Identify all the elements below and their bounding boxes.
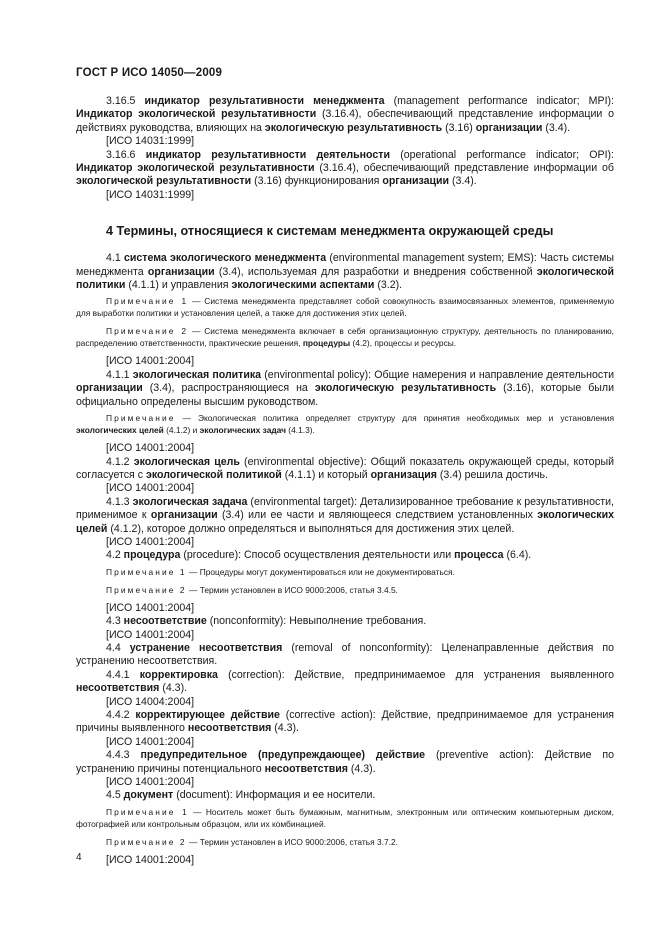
- term-definition: [76, 789, 614, 802]
- text-run: (environmental management system; EMS): Часть системы менеджмента: [76, 252, 614, 278]
- text-run: — Термин установлен в ИСО 9000:2006, статья 3.4.5.: [186, 584, 398, 595]
- text-run: (nonconformity): Невыполнение требования.: [206, 615, 427, 628]
- source-reference: [ИСО 14031:1999]: [106, 188, 195, 201]
- term-reference: организации: [147, 265, 215, 278]
- term-reference: предупредительное (предупреждающее) действие: [140, 749, 426, 762]
- text-run: (3.2).: [374, 279, 403, 292]
- note: [76, 295, 614, 319]
- note: [76, 836, 614, 848]
- text-run: (4.1.2), которое должно определяться и выполняться для достижения этих целей.: [107, 522, 515, 535]
- term-reference: экологических целей: [76, 509, 615, 535]
- term-reference: экологической политики: [76, 265, 614, 292]
- source-reference: [ИСО 14001:2004]: [106, 853, 195, 866]
- text-run: 4.4: [106, 641, 130, 654]
- term-definition: [76, 456, 614, 483]
- source-reference: [ИСО 14001:2004]: [106, 601, 195, 614]
- text-run: 4.4.1: [106, 668, 140, 681]
- text-run: 4.4.2: [106, 709, 136, 721]
- term-reference: корректирующее действие: [135, 709, 280, 721]
- term-definition: [76, 149, 614, 189]
- text-run: (environmental policy): Общие намерения и направление деятельности: [261, 368, 614, 381]
- term-reference: экологических целей: [76, 425, 164, 436]
- text-run: (4.3).: [159, 682, 188, 695]
- term-reference: экологическая задача: [132, 495, 248, 508]
- text-run: (3.4), используемая для разработки и внедрения собственной: [214, 265, 537, 278]
- term-reference: процедуры: [302, 338, 351, 349]
- source-reference: [ИСО 14031:1999]: [106, 135, 195, 148]
- text-run: (corrective action): Действие, предпринимаемое для устранения причины выявленного: [76, 709, 615, 735]
- term-definition: [76, 709, 614, 736]
- note: [76, 325, 614, 349]
- note: [76, 806, 614, 830]
- text-run: 4.3: [106, 615, 124, 628]
- text-run: — Носитель может быть бумажным, магнитным, электронным или оптическим компьютерным диском, фотографией или контрольным образцом, или их комбинацией.: [76, 806, 614, 829]
- source-reference: [ИСО 14004:2004]: [106, 695, 195, 708]
- section-3-tail: [76, 95, 614, 202]
- text-run: (4.1.3).: [285, 425, 315, 436]
- note: [76, 412, 614, 436]
- text-run: — Система менеджмента включает в себя организационную структуру, деятельность по планированию, распределению ответственности, практические решения,: [76, 326, 614, 349]
- text-run: (3.16) функционирования: [251, 175, 383, 188]
- text-run: 4.1: [106, 252, 124, 265]
- text-run: — Термин установлен в ИСО 9000:2006, статья 3.7.2.: [186, 836, 398, 847]
- note-label: Примечание 1: [106, 806, 189, 817]
- text-run: (3.16.4), обеспечивающий представление информации о действиях руководства, влияющих на: [76, 108, 614, 134]
- term-reference: организации: [382, 175, 450, 188]
- term-reference: процедура: [123, 549, 181, 562]
- term-reference: индикатор результативности менеджмента: [144, 95, 385, 107]
- page-header: ГОСТ Р ИСО 14050—2009: [76, 67, 223, 79]
- text-run: — Система менеджмента представляет собой совокупность взаимосвязанных элементов, применяемую для выработки политики и установления целей, а также для достижения этих целей.: [76, 296, 614, 319]
- term-definition: [76, 252, 614, 292]
- text-run: (3.4) решила достичь.: [436, 468, 548, 481]
- term-reference: организации: [76, 382, 143, 395]
- section-4-body: [76, 252, 614, 867]
- text-run: — Экологическая политика определяет структуру для принятия необходимых мер и установления: [175, 413, 614, 424]
- term-definition: [76, 549, 614, 562]
- text-run: 4.1.3: [106, 495, 133, 508]
- text-run: (4.1.2) и: [163, 425, 200, 436]
- text-run: 4.1.1: [106, 368, 133, 381]
- text-run: (3.16): [442, 121, 476, 134]
- term-reference: индикатор результативности деятельности: [145, 148, 390, 161]
- source-reference: [ИСО 14001:2004]: [106, 535, 195, 548]
- text-run: 4.4.3: [106, 749, 141, 762]
- note-label: Примечание 1: [106, 566, 187, 577]
- term-reference: экологической политикой: [145, 468, 282, 481]
- text-run: (4.2), процессы и ресурсы.: [350, 338, 457, 349]
- term-reference: несоответствия: [187, 722, 272, 735]
- term-reference: несоответствие: [123, 615, 207, 628]
- text-run: (correction): Действие, предпринимаемое для устранения выявленного: [217, 668, 614, 681]
- text-run: (environmental target): Детализированное требование к результативности, применимое к: [76, 495, 614, 522]
- term-reference: экологической результативности: [76, 175, 252, 188]
- source-reference: [ИСО 14001:2004]: [106, 735, 195, 748]
- term-definition: [76, 669, 614, 696]
- source-reference: [ИСО 14001:2004]: [106, 628, 195, 641]
- section-heading: 4 Термины, относящиеся к системам менеджмента окружающей среды: [106, 224, 554, 239]
- note-label: Примечание 2: [106, 836, 187, 847]
- note-label: Примечание 1: [106, 296, 189, 307]
- text-run: (removal of nonconformity): Целенаправленные действия по устранению несоответствия.: [76, 641, 615, 668]
- term-reference: Индикатор экологической результативности: [76, 162, 315, 175]
- text-run: (document): Информация и ее носители.: [173, 789, 376, 802]
- source-reference: [ИСО 14001:2004]: [106, 482, 195, 495]
- text-run: 4.1.2: [106, 455, 134, 468]
- text-run: (3.4) или ее части и являющееся следствием установленных: [217, 509, 538, 522]
- term-reference: процесса: [454, 549, 504, 562]
- term-reference: экологическая политика: [132, 368, 262, 381]
- note-label: Примечание: [106, 413, 176, 424]
- text-run: (3.4).: [449, 175, 477, 188]
- text-run: (6.4).: [503, 549, 532, 562]
- text-run: (4.3).: [347, 762, 376, 775]
- term-reference: экологическую результативность: [314, 382, 497, 395]
- text-run: 3.16.5: [106, 95, 145, 107]
- text-run: 3.16.6: [106, 148, 146, 161]
- source-reference: [ИСО 14001:2004]: [106, 355, 195, 368]
- term-reference: несоответствия: [76, 682, 160, 695]
- term-reference: несоответствия: [264, 762, 348, 775]
- page-number: 4: [76, 852, 82, 863]
- page-content: [76, 95, 614, 867]
- text-run: (3.4).: [542, 121, 571, 134]
- term-definition: [76, 749, 614, 776]
- text-run: (3.16.4), обеспечивающий представление информации об: [314, 162, 615, 175]
- term-definition: [76, 496, 614, 536]
- text-run: (3.16), которые были официально определены высшим руководством.: [76, 382, 614, 408]
- term-reference: Индикатор экологической результативности: [76, 108, 317, 121]
- note-label: Примечание 2: [106, 584, 187, 595]
- source-reference: [ИСО 14001:2004]: [106, 776, 195, 789]
- text-run: 4.5: [106, 789, 124, 802]
- term-definition: [76, 95, 614, 135]
- note: [76, 566, 614, 578]
- text-run: (procedure): Способ осуществления деятельности или: [180, 549, 455, 562]
- term-reference: система экологического менеджмента: [123, 252, 327, 265]
- text-run: 4.2: [106, 549, 124, 562]
- text-run: (preventive action): Действие по устранению причины потенциального: [76, 749, 614, 775]
- term-reference: устранение несоответствия: [129, 641, 283, 654]
- term-reference: организации: [475, 121, 543, 134]
- text-run: (4.1.1) и который: [281, 468, 371, 481]
- term-reference: корректировка: [139, 668, 218, 681]
- term-reference: экологическую результативность: [264, 121, 443, 134]
- term-reference: экологических задач: [199, 425, 286, 436]
- note-label: Примечание 2: [106, 326, 189, 337]
- text-run: — Процедуры могут документироваться или не документироваться.: [186, 566, 455, 577]
- text-run: (4.1.1) и управления: [125, 279, 232, 292]
- term-reference: организации: [150, 509, 218, 522]
- term-reference: документ: [123, 789, 174, 802]
- term-reference: экологическими аспектами: [231, 279, 375, 292]
- term-reference: организация: [370, 468, 437, 481]
- source-reference: [ИСО 14001:2004]: [106, 442, 195, 455]
- text-run: (environmental objective): Общий показатель окружающей среды, который согласуется с: [76, 455, 614, 481]
- text-run: (3.4), распространяющиеся на: [142, 382, 315, 395]
- note: [76, 584, 614, 596]
- text-run: (operational performance indicator; OPI):: [389, 148, 614, 161]
- text-run: (management performance indicator; MPI):: [384, 95, 614, 107]
- term-reference: экологическая цель: [133, 455, 240, 468]
- text-run: (4.3).: [271, 722, 299, 735]
- term-definition: [76, 369, 614, 409]
- term-definition: [76, 615, 614, 628]
- term-definition: [76, 642, 614, 669]
